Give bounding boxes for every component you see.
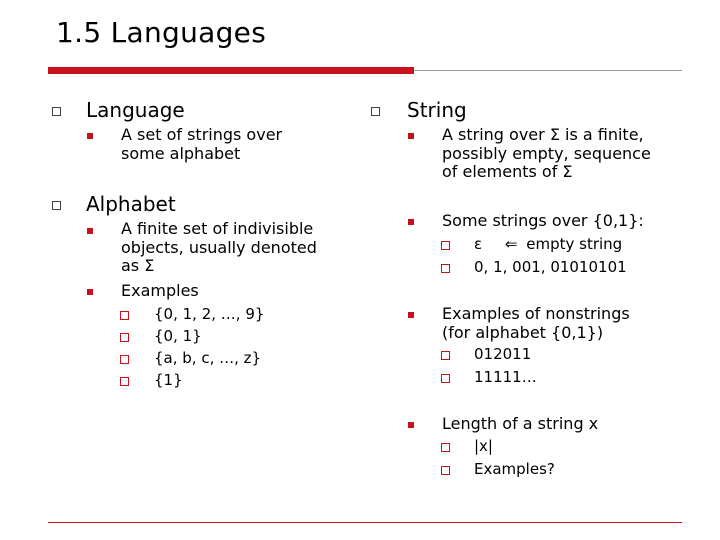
hollow-square-bullet-icon [52, 201, 61, 210]
length-item: Examples? [474, 460, 555, 478]
some-strings-label: Some strings over {0,1}: [442, 211, 644, 230]
filled-square-bullet-icon [87, 289, 93, 295]
alphabet-example: {0, 1} [154, 327, 202, 345]
filled-square-bullet-icon [87, 228, 93, 234]
length-label: Length of a string x [442, 414, 599, 433]
alphabet-example: {0, 1, 2, …, 9} [154, 305, 265, 323]
hollow-square-bullet-icon [52, 107, 61, 116]
hollow-square-bullet-icon [441, 374, 450, 383]
alphabet-examples-label: Examples [121, 281, 199, 300]
hollow-square-bullet-icon [120, 311, 129, 320]
hollow-square-bullet-icon [441, 241, 450, 250]
heading-language: Language [86, 98, 185, 122]
language-definition: A set of strings over some alphabet [121, 125, 283, 163]
string-definition: A string over Σ is a finite, possibly empty, sequence of elements of Σ [442, 125, 651, 181]
hollow-square-bullet-icon [371, 107, 380, 116]
hollow-square-bullet-icon [441, 351, 450, 360]
nonstrings-label: Examples of nonstrings (for alphabet {0,1}) [442, 304, 630, 342]
hollow-square-bullet-icon [441, 264, 450, 273]
filled-square-bullet-icon [408, 219, 414, 225]
left-arrow-icon: ⇐ [504, 235, 518, 253]
hollow-square-bullet-icon [120, 355, 129, 364]
filled-square-bullet-icon [408, 133, 414, 139]
alphabet-example: {1} [154, 371, 183, 389]
hollow-square-bullet-icon [120, 377, 129, 386]
hollow-square-bullet-icon [441, 466, 450, 475]
nonstring-item: 11111… [474, 368, 537, 386]
hollow-square-bullet-icon [441, 443, 450, 452]
alphabet-example: {a, b, c, …, z} [154, 349, 262, 367]
heading-alphabet: Alphabet [86, 192, 176, 216]
title-underline-gray [414, 70, 682, 71]
example-strings: 0, 1, 001, 01010101 [474, 258, 627, 276]
alphabet-definition: A finite set of indivisible objects, usually denoted as Σ [121, 219, 317, 275]
slide-title: 1.5 Languages [56, 16, 267, 49]
epsilon-symbol: ε [474, 235, 483, 253]
filled-square-bullet-icon [408, 422, 414, 428]
epsilon-description: empty string [526, 235, 623, 253]
nonstring-item: 012011 [474, 345, 532, 363]
heading-string: String [407, 98, 467, 122]
footer-rule [48, 522, 682, 523]
epsilon-line [474, 235, 622, 253]
filled-square-bullet-icon [408, 312, 414, 318]
hollow-square-bullet-icon [120, 333, 129, 342]
length-item: |x| [474, 437, 493, 455]
filled-square-bullet-icon [87, 133, 93, 139]
title-underline-red [48, 67, 414, 74]
